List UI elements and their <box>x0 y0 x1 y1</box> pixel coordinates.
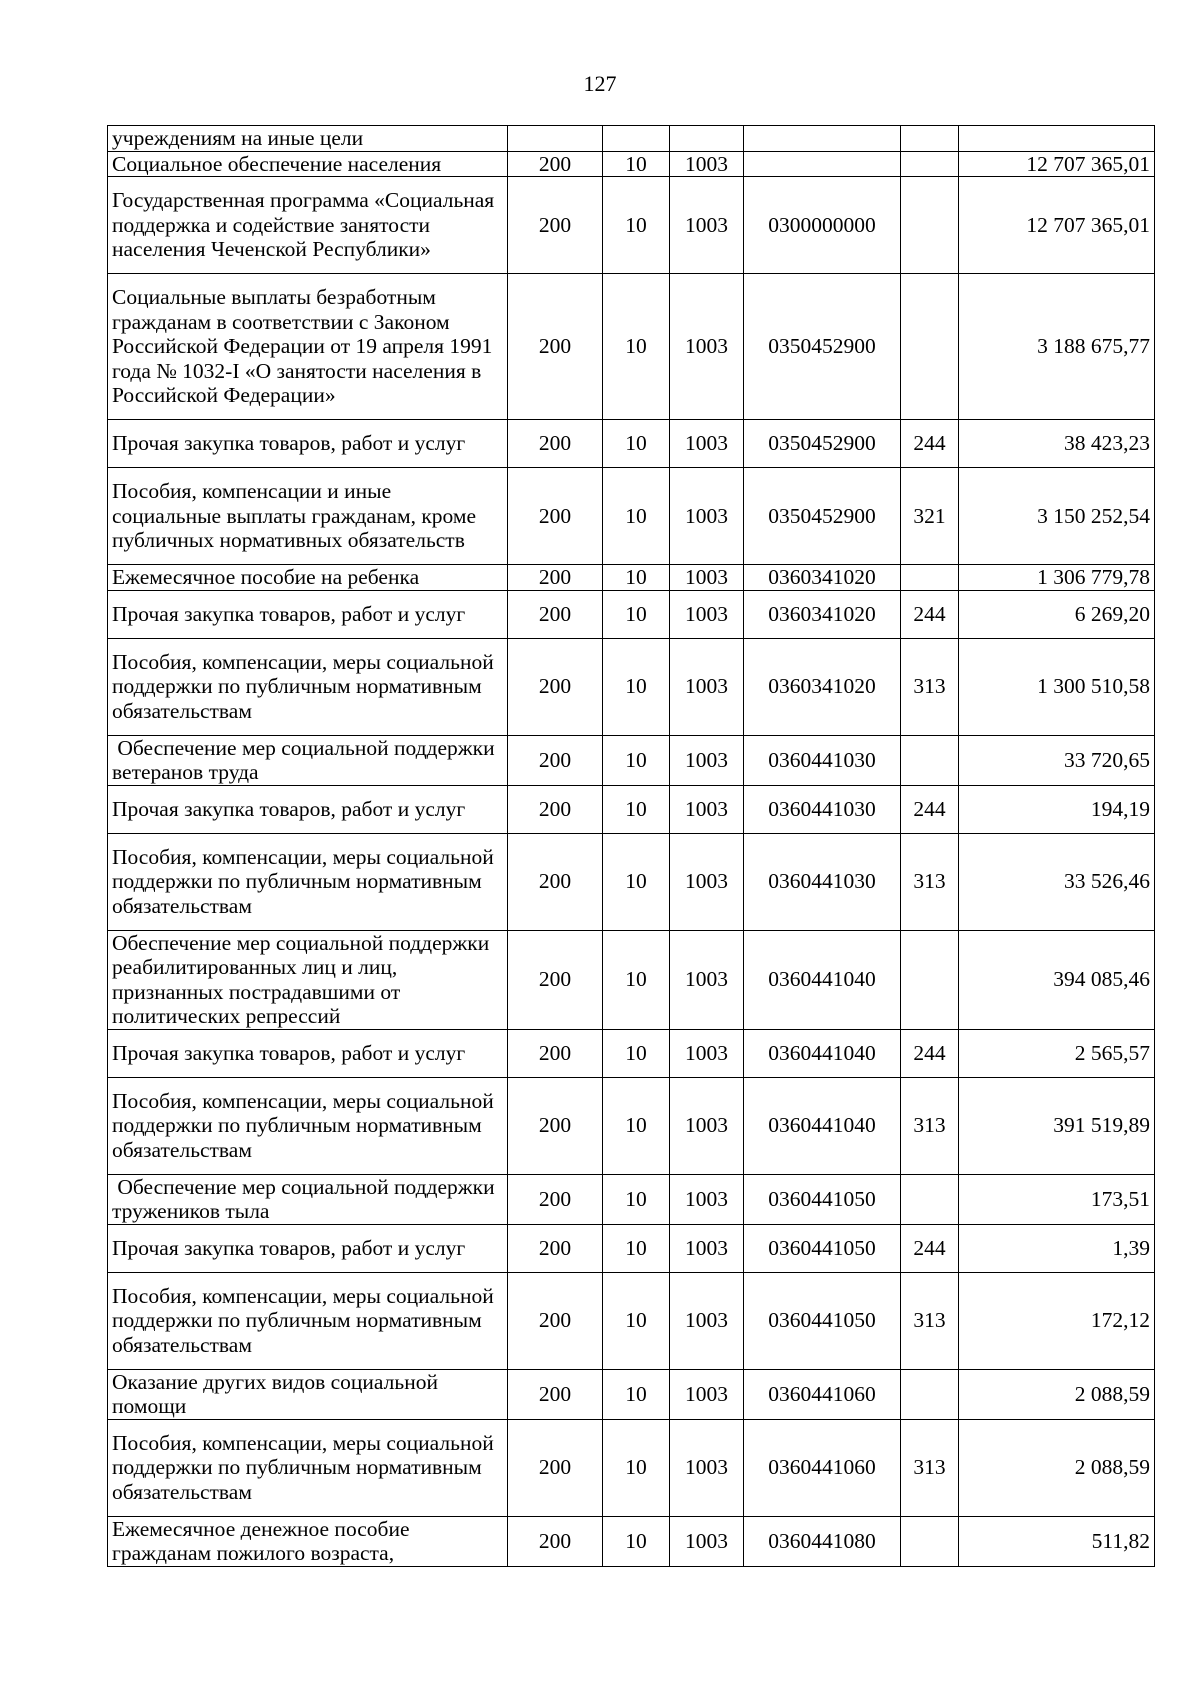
cell-name: Пособия, компенсации, меры социальной поддержки по публичным нормативным обязательствам <box>108 1077 508 1174</box>
cell-target-code: 0360441030 <box>744 785 901 833</box>
cell-target-code: 0360441040 <box>744 1077 901 1174</box>
cell-target-code <box>744 126 901 152</box>
cell-amount: 33 526,46 <box>959 833 1155 930</box>
cell-admin-code: 200 <box>508 1224 603 1272</box>
cell-amount: 6 269,20 <box>959 590 1155 638</box>
cell-admin-code: 200 <box>508 1272 603 1369</box>
cell-name: Прочая закупка товаров, работ и услуг <box>108 785 508 833</box>
cell-subsection-code: 1003 <box>670 1419 744 1516</box>
cell-subsection-code: 1003 <box>670 565 744 591</box>
page-number: 127 <box>583 71 617 96</box>
cell-admin-code: 200 <box>508 930 603 1029</box>
cell-section-code: 10 <box>603 785 670 833</box>
cell-target-code: 0360441040 <box>744 930 901 1029</box>
cell-subsection-code: 1003 <box>670 1516 744 1566</box>
table-row <box>108 735 1155 785</box>
cell-section-code: 10 <box>603 420 670 468</box>
cell-subsection-code: 1003 <box>670 1369 744 1419</box>
table-row <box>108 833 1155 930</box>
cell-subsection-code: 1003 <box>670 1077 744 1174</box>
cell-subsection-code: 1003 <box>670 151 744 177</box>
cell-name: Обеспечение мер социальной поддержки тружеников тыла <box>108 1174 508 1224</box>
cell-expense-type-code: 313 <box>901 833 959 930</box>
cell-section-code: 10 <box>603 1174 670 1224</box>
cell-amount <box>959 126 1155 152</box>
cell-target-code <box>744 151 901 177</box>
table-row <box>108 785 1155 833</box>
cell-expense-type-code: 244 <box>901 1224 959 1272</box>
table-row <box>108 177 1155 274</box>
cell-section-code: 10 <box>603 151 670 177</box>
cell-name: Социальное обеспечение населения <box>108 151 508 177</box>
cell-name: Пособия, компенсации, меры социальной поддержки по публичным нормативным обязательствам <box>108 1419 508 1516</box>
table-row <box>108 151 1155 177</box>
cell-name: Пособия, компенсации, меры социальной поддержки по публичным нормативным обязательствам <box>108 638 508 735</box>
cell-expense-type-code <box>901 930 959 1029</box>
cell-name: Прочая закупка товаров, работ и услуг <box>108 1224 508 1272</box>
table-row <box>108 930 1155 1029</box>
cell-amount: 3 150 252,54 <box>959 468 1155 565</box>
cell-expense-type-code <box>901 151 959 177</box>
cell-expense-type-code <box>901 1369 959 1419</box>
cell-section-code: 10 <box>603 468 670 565</box>
cell-name: учреждениям на иные цели <box>108 126 508 152</box>
cell-section-code: 10 <box>603 833 670 930</box>
cell-section-code: 10 <box>603 274 670 420</box>
cell-section-code: 10 <box>603 565 670 591</box>
cell-admin-code: 200 <box>508 177 603 274</box>
cell-amount: 511,82 <box>959 1516 1155 1566</box>
cell-subsection-code: 1003 <box>670 468 744 565</box>
cell-expense-type-code <box>901 177 959 274</box>
cell-admin-code: 200 <box>508 735 603 785</box>
table-row <box>108 638 1155 735</box>
table-row <box>108 565 1155 591</box>
cell-section-code <box>603 126 670 152</box>
cell-section-code: 10 <box>603 1419 670 1516</box>
cell-admin-code: 200 <box>508 785 603 833</box>
cell-target-code: 0360341020 <box>744 638 901 735</box>
cell-target-code: 0360441060 <box>744 1419 901 1516</box>
cell-subsection-code: 1003 <box>670 785 744 833</box>
table-row <box>108 274 1155 420</box>
cell-target-code: 0350452900 <box>744 420 901 468</box>
table-row <box>108 1077 1155 1174</box>
cell-target-code: 0360441080 <box>744 1516 901 1566</box>
cell-subsection-code: 1003 <box>670 274 744 420</box>
table-row <box>108 1174 1155 1224</box>
cell-subsection-code: 1003 <box>670 1224 744 1272</box>
cell-subsection-code: 1003 <box>670 177 744 274</box>
cell-name: Пособия, компенсации и иные социальные выплаты гражданам, кроме публичных нормативных обязательств <box>108 468 508 565</box>
cell-target-code: 0360441030 <box>744 833 901 930</box>
cell-expense-type-code <box>901 565 959 591</box>
cell-section-code: 10 <box>603 1029 670 1077</box>
cell-expense-type-code <box>901 735 959 785</box>
cell-amount: 391 519,89 <box>959 1077 1155 1174</box>
cell-subsection-code: 1003 <box>670 735 744 785</box>
cell-admin-code: 200 <box>508 638 603 735</box>
cell-section-code: 10 <box>603 590 670 638</box>
cell-target-code: 0300000000 <box>744 177 901 274</box>
cell-section-code: 10 <box>603 930 670 1029</box>
cell-admin-code: 200 <box>508 1516 603 1566</box>
cell-name: Обеспечение мер социальной поддержки реабилитированных лиц и лиц, признанных пострадавшими от политических репрессий <box>108 930 508 1029</box>
cell-subsection-code: 1003 <box>670 833 744 930</box>
cell-expense-type-code: 321 <box>901 468 959 565</box>
cell-expense-type-code: 313 <box>901 1077 959 1174</box>
cell-amount: 1 300 510,58 <box>959 638 1155 735</box>
cell-admin-code: 200 <box>508 1419 603 1516</box>
cell-amount: 2 565,57 <box>959 1029 1155 1077</box>
cell-admin-code: 200 <box>508 1077 603 1174</box>
cell-subsection-code: 1003 <box>670 638 744 735</box>
cell-target-code: 0360441050 <box>744 1174 901 1224</box>
table-row <box>108 1029 1155 1077</box>
cell-amount: 33 720,65 <box>959 735 1155 785</box>
cell-expense-type-code: 244 <box>901 590 959 638</box>
cell-section-code: 10 <box>603 1516 670 1566</box>
cell-amount: 172,12 <box>959 1272 1155 1369</box>
cell-admin-code: 200 <box>508 565 603 591</box>
cell-name: Государственная программа «Социальная поддержка и содействие занятости населения Чеченской Республики» <box>108 177 508 274</box>
cell-admin-code: 200 <box>508 590 603 638</box>
table-body <box>108 126 1155 1567</box>
cell-expense-type-code: 313 <box>901 638 959 735</box>
cell-amount: 394 085,46 <box>959 930 1155 1029</box>
cell-target-code: 0350452900 <box>744 468 901 565</box>
cell-admin-code: 200 <box>508 1174 603 1224</box>
cell-target-code: 0360441050 <box>744 1224 901 1272</box>
cell-expense-type-code: 244 <box>901 420 959 468</box>
cell-section-code: 10 <box>603 1369 670 1419</box>
cell-amount: 2 088,59 <box>959 1369 1155 1419</box>
cell-name: Ежемесячное пособие на ребенка <box>108 565 508 591</box>
cell-amount: 2 088,59 <box>959 1419 1155 1516</box>
cell-section-code: 10 <box>603 1272 670 1369</box>
cell-expense-type-code <box>901 1516 959 1566</box>
cell-admin-code: 200 <box>508 468 603 565</box>
cell-admin-code: 200 <box>508 1369 603 1419</box>
cell-expense-type-code <box>901 1174 959 1224</box>
cell-subsection-code: 1003 <box>670 420 744 468</box>
table-row <box>108 126 1155 152</box>
cell-section-code: 10 <box>603 735 670 785</box>
cell-admin-code: 200 <box>508 274 603 420</box>
cell-amount: 1,39 <box>959 1224 1155 1272</box>
table-row <box>108 1224 1155 1272</box>
cell-subsection-code <box>670 126 744 152</box>
table-row <box>108 468 1155 565</box>
cell-expense-type-code <box>901 126 959 152</box>
table-row <box>108 1272 1155 1369</box>
table-row <box>108 1419 1155 1516</box>
cell-name: Пособия, компенсации, меры социальной поддержки по публичным нормативным обязательствам <box>108 1272 508 1369</box>
cell-name: Ежемесячное денежное пособие гражданам пожилого возраста, <box>108 1516 508 1566</box>
cell-subsection-code: 1003 <box>670 1174 744 1224</box>
cell-expense-type-code: 313 <box>901 1419 959 1516</box>
cell-expense-type-code: 313 <box>901 1272 959 1369</box>
cell-name: Социальные выплаты безработным гражданам в соответствии с Законом Российской Федерации от 19 апреля 1991 года № 1032-I «О занятости населения в Российской Федерации» <box>108 274 508 420</box>
cell-target-code: 0360441060 <box>744 1369 901 1419</box>
cell-amount: 194,19 <box>959 785 1155 833</box>
cell-section-code: 10 <box>603 1077 670 1174</box>
budget-table <box>107 125 1155 1567</box>
cell-target-code: 0360441040 <box>744 1029 901 1077</box>
table-row <box>108 420 1155 468</box>
cell-target-code: 0360341020 <box>744 590 901 638</box>
cell-expense-type-code: 244 <box>901 1029 959 1077</box>
cell-admin-code: 200 <box>508 1029 603 1077</box>
cell-target-code: 0360341020 <box>744 565 901 591</box>
cell-subsection-code: 1003 <box>670 1029 744 1077</box>
cell-target-code: 0360441030 <box>744 735 901 785</box>
cell-section-code: 10 <box>603 638 670 735</box>
cell-name: Прочая закупка товаров, работ и услуг <box>108 420 508 468</box>
cell-name: Пособия, компенсации, меры социальной поддержки по публичным нормативным обязательствам <box>108 833 508 930</box>
table-row <box>108 1369 1155 1419</box>
cell-amount: 38 423,23 <box>959 420 1155 468</box>
cell-admin-code: 200 <box>508 833 603 930</box>
cell-subsection-code: 1003 <box>670 590 744 638</box>
cell-expense-type-code: 244 <box>901 785 959 833</box>
cell-admin-code <box>508 126 603 152</box>
cell-expense-type-code <box>901 274 959 420</box>
table-row <box>108 1516 1155 1566</box>
cell-amount: 12 707 365,01 <box>959 151 1155 177</box>
cell-amount: 1 306 779,78 <box>959 565 1155 591</box>
cell-subsection-code: 1003 <box>670 930 744 1029</box>
cell-name: Прочая закупка товаров, работ и услуг <box>108 1029 508 1077</box>
table-row <box>108 590 1155 638</box>
cell-name: Прочая закупка товаров, работ и услуг <box>108 590 508 638</box>
cell-section-code: 10 <box>603 1224 670 1272</box>
cell-admin-code: 200 <box>508 420 603 468</box>
cell-section-code: 10 <box>603 177 670 274</box>
cell-admin-code: 200 <box>508 151 603 177</box>
cell-amount: 3 188 675,77 <box>959 274 1155 420</box>
cell-amount: 173,51 <box>959 1174 1155 1224</box>
cell-name: Обеспечение мер социальной поддержки ветеранов труда <box>108 735 508 785</box>
cell-subsection-code: 1003 <box>670 1272 744 1369</box>
cell-target-code: 0360441050 <box>744 1272 901 1369</box>
cell-name: Оказание других видов социальной помощи <box>108 1369 508 1419</box>
cell-amount: 12 707 365,01 <box>959 177 1155 274</box>
cell-target-code: 0350452900 <box>744 274 901 420</box>
